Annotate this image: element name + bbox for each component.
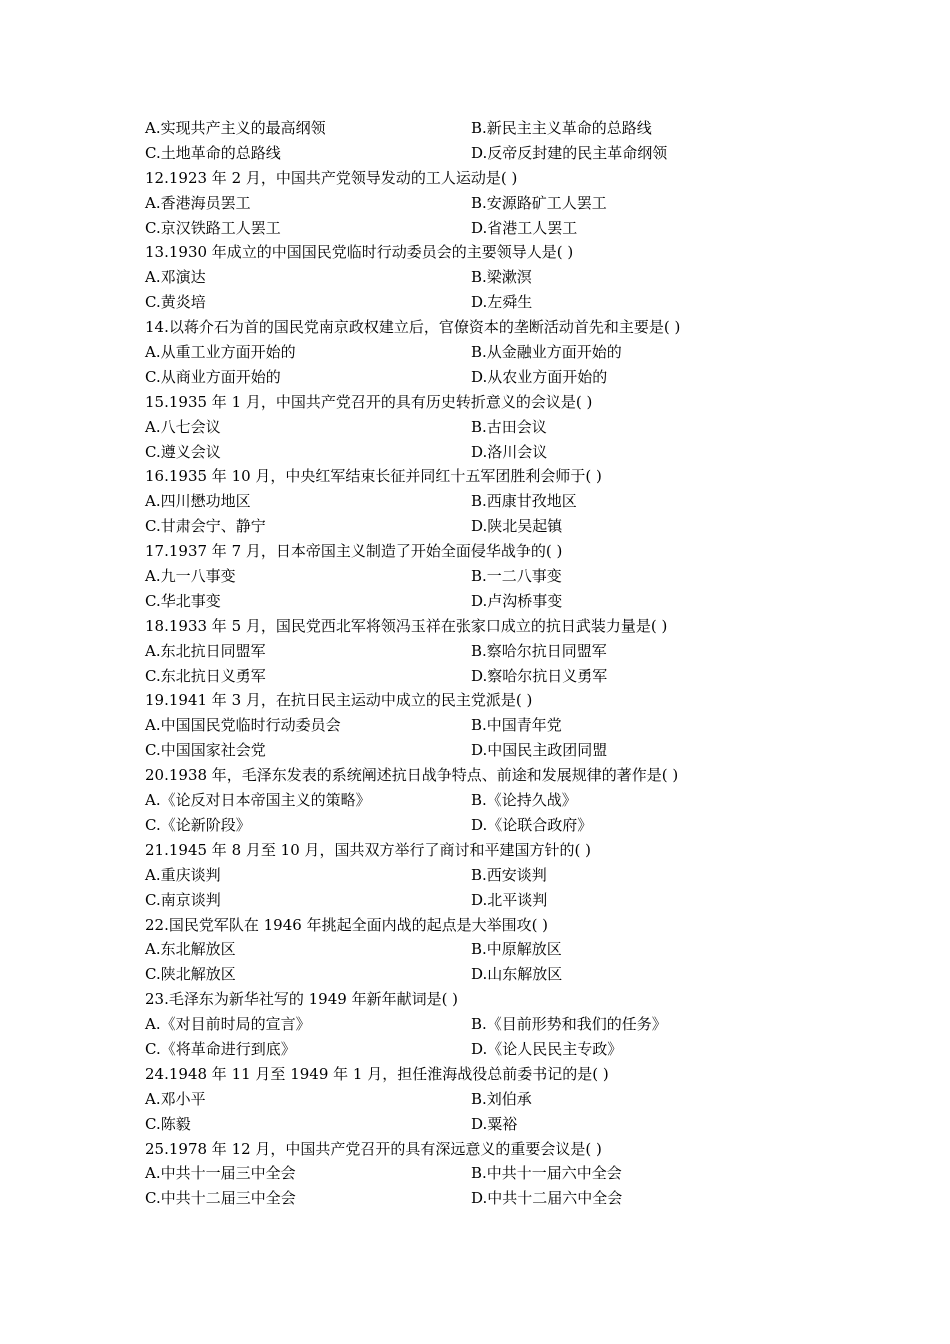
options-row <box>145 440 805 465</box>
option-c: C.南京谈判 <box>145 890 221 909</box>
option-a: A.从重工业方面开始的 <box>145 343 296 362</box>
option-d: D.粟裕 <box>471 1114 518 1133</box>
options-row <box>145 514 805 539</box>
options-row <box>145 1112 805 1137</box>
option-c: C.黄炎培 <box>145 293 206 312</box>
options-row <box>145 340 805 365</box>
option-d: D.省港工人罢工 <box>471 218 578 237</box>
option-c: C.从商业方面开始的 <box>145 367 281 386</box>
question-18-stem: 18.1933 年 5 月，国民党西北军将领冯玉祥在张家口成立的抗日武装力量是( ) <box>145 616 668 635</box>
question-23-stem: 23.毛泽东为新华社写的 1949 年新年献词是( ) <box>145 990 459 1009</box>
question-13-stem: 13.1930 年成立的中国国民党临时行动委员会的主要领导人是( ) <box>145 243 574 262</box>
option-a: A.四川懋功地区 <box>145 492 251 511</box>
option-b: B.安源路矿工人罢工 <box>471 193 607 212</box>
option-a: A.东北解放区 <box>145 940 236 959</box>
question-14-stem: 14.以蒋介石为首的国民党南京政权建立后，官僚资本的垄断活动首先和主要是( ) <box>145 318 681 337</box>
options-row <box>145 888 805 913</box>
option-a: A.中共十一届三中全会 <box>145 1164 296 1183</box>
question-15-stem: 15.1935 年 1 月，中国共产党召开的具有历史转折意义的会议是( ) <box>145 392 593 411</box>
options-row <box>145 489 805 514</box>
options-row <box>145 664 805 689</box>
options-row <box>145 962 805 987</box>
question-20-stem: 20.1938 年，毛泽东发表的系统阐述抗日战争特点、前途和发展规律的著作是( ) <box>145 766 679 785</box>
option-a: A.邓小平 <box>145 1089 206 1108</box>
option-c: C.《将革命进行到底》 <box>145 1039 296 1058</box>
options-row <box>145 1161 805 1186</box>
options-row <box>145 639 805 664</box>
option-c: C.中共十二届三中全会 <box>145 1189 296 1208</box>
options-row <box>145 713 805 738</box>
options-row <box>145 937 805 962</box>
option-b: B.《目前形势和我们的任务》 <box>471 1015 667 1034</box>
option-a: A.重庆谈判 <box>145 865 221 884</box>
option-b: B.一二八事变 <box>471 567 562 586</box>
question-16-stem: 16.1935 年 10 月，中央红军结束长征并同红十五军团胜利会师于( ) <box>145 467 602 486</box>
option-b: B.察哈尔抗日同盟军 <box>471 641 607 660</box>
option-d: D.卢沟桥事变 <box>471 591 563 610</box>
option-b: B.中原解放区 <box>471 940 562 959</box>
option-b: B.西康甘孜地区 <box>471 492 577 511</box>
option-a: A.香港海员罢工 <box>145 193 251 212</box>
option-a: A.九一八事变 <box>145 567 236 586</box>
option-d: D.《论联合政府》 <box>471 815 593 834</box>
option-b: B.《论持久战》 <box>471 791 577 810</box>
question-19-stem: 19.1941 年 3 月，在抗日民主运动中成立的民主党派是( ) <box>145 691 533 710</box>
option-b: B.刘伯承 <box>471 1089 532 1108</box>
option-a: A.八七会议 <box>145 417 221 436</box>
options-row <box>145 216 805 241</box>
option-c: C.陕北解放区 <box>145 965 236 984</box>
option-b: B.梁漱溟 <box>471 268 532 287</box>
options-row <box>145 1186 805 1211</box>
option-a: A.《论反对日本帝国主义的策略》 <box>145 791 371 810</box>
options-row <box>145 265 805 290</box>
option-d: D.洛川会议 <box>471 442 548 461</box>
options-row <box>145 141 805 166</box>
options-row <box>145 589 805 614</box>
option-a: A.邓演达 <box>145 268 206 287</box>
options-row <box>145 290 805 315</box>
option-c: C.土地革命的总路线 <box>145 143 281 162</box>
options-row <box>145 1037 805 1062</box>
exam-page <box>145 116 805 1211</box>
option-c: C.京汉铁路工人罢工 <box>145 218 281 237</box>
question-25-stem: 25.1978 年 12 月，中国共产党召开的具有深远意义的重要会议是( ) <box>145 1139 602 1158</box>
options-row <box>145 1012 805 1037</box>
option-d: D.山东解放区 <box>471 965 563 984</box>
options-row <box>145 738 805 763</box>
option-a: A.中国国民党临时行动委员会 <box>145 716 341 735</box>
option-d: D.反帝反封建的民主革命纲领 <box>471 143 668 162</box>
option-c: C.东北抗日义勇军 <box>145 666 266 685</box>
options-row <box>145 415 805 440</box>
option-b: B.从金融业方面开始的 <box>471 343 622 362</box>
option-a: A.实现共产主义的最高纲领 <box>145 119 326 137</box>
option-c: C.甘肃会宁、静宁 <box>145 517 266 536</box>
question-12-stem: 12.1923 年 2 月，中国共产党领导发动的工人运动是( ) <box>145 168 518 187</box>
option-d: D.陕北吴起镇 <box>471 517 563 536</box>
options-row <box>145 564 805 589</box>
option-c: C.遵义会议 <box>145 442 221 461</box>
options-row <box>145 191 805 216</box>
options-row <box>145 1087 805 1112</box>
question-22-stem: 22.国民党军队在 1946 年挑起全面内战的起点是大举围攻( ) <box>145 915 549 934</box>
option-d: D.《论人民民主专政》 <box>471 1039 623 1058</box>
option-a: A.《对目前时局的宣言》 <box>145 1015 311 1034</box>
option-b: B.新民主主义革命的总路线 <box>471 119 652 137</box>
option-b: B.古田会议 <box>471 417 547 436</box>
option-c: C.陈毅 <box>145 1114 191 1133</box>
options-row <box>145 813 805 838</box>
option-d: D.中国民主政团同盟 <box>471 741 608 760</box>
option-b: B.中共十一届六中全会 <box>471 1164 622 1183</box>
options-row <box>145 365 805 390</box>
options-row <box>145 116 805 141</box>
option-c: C.中国国家社会党 <box>145 741 266 760</box>
option-d: D.北平谈判 <box>471 890 548 909</box>
option-d: D.左舜生 <box>471 293 533 312</box>
option-d: D.从农业方面开始的 <box>471 367 608 386</box>
question-17-stem: 17.1937 年 7 月，日本帝国主义制造了开始全面侵华战争的( ) <box>145 542 563 561</box>
option-d: D.中共十二届六中全会 <box>471 1189 623 1208</box>
option-b: B.中国青年党 <box>471 716 562 735</box>
option-d: D.察哈尔抗日义勇军 <box>471 666 608 685</box>
option-a: A.东北抗日同盟军 <box>145 641 266 660</box>
question-21-stem: 21.1945 年 8 月至 10 月，国共双方举行了商讨和平建国方针的( ) <box>145 840 591 859</box>
question-24-stem: 24.1948 年 11 月至 1949 年 1 月，担任淮海战役总前委书记的是( ) <box>145 1064 609 1083</box>
option-c: C.《论新阶段》 <box>145 815 251 834</box>
options-row <box>145 863 805 888</box>
option-c: C.华北事变 <box>145 591 221 610</box>
options-row <box>145 788 805 813</box>
option-b: B.西安谈判 <box>471 865 547 884</box>
